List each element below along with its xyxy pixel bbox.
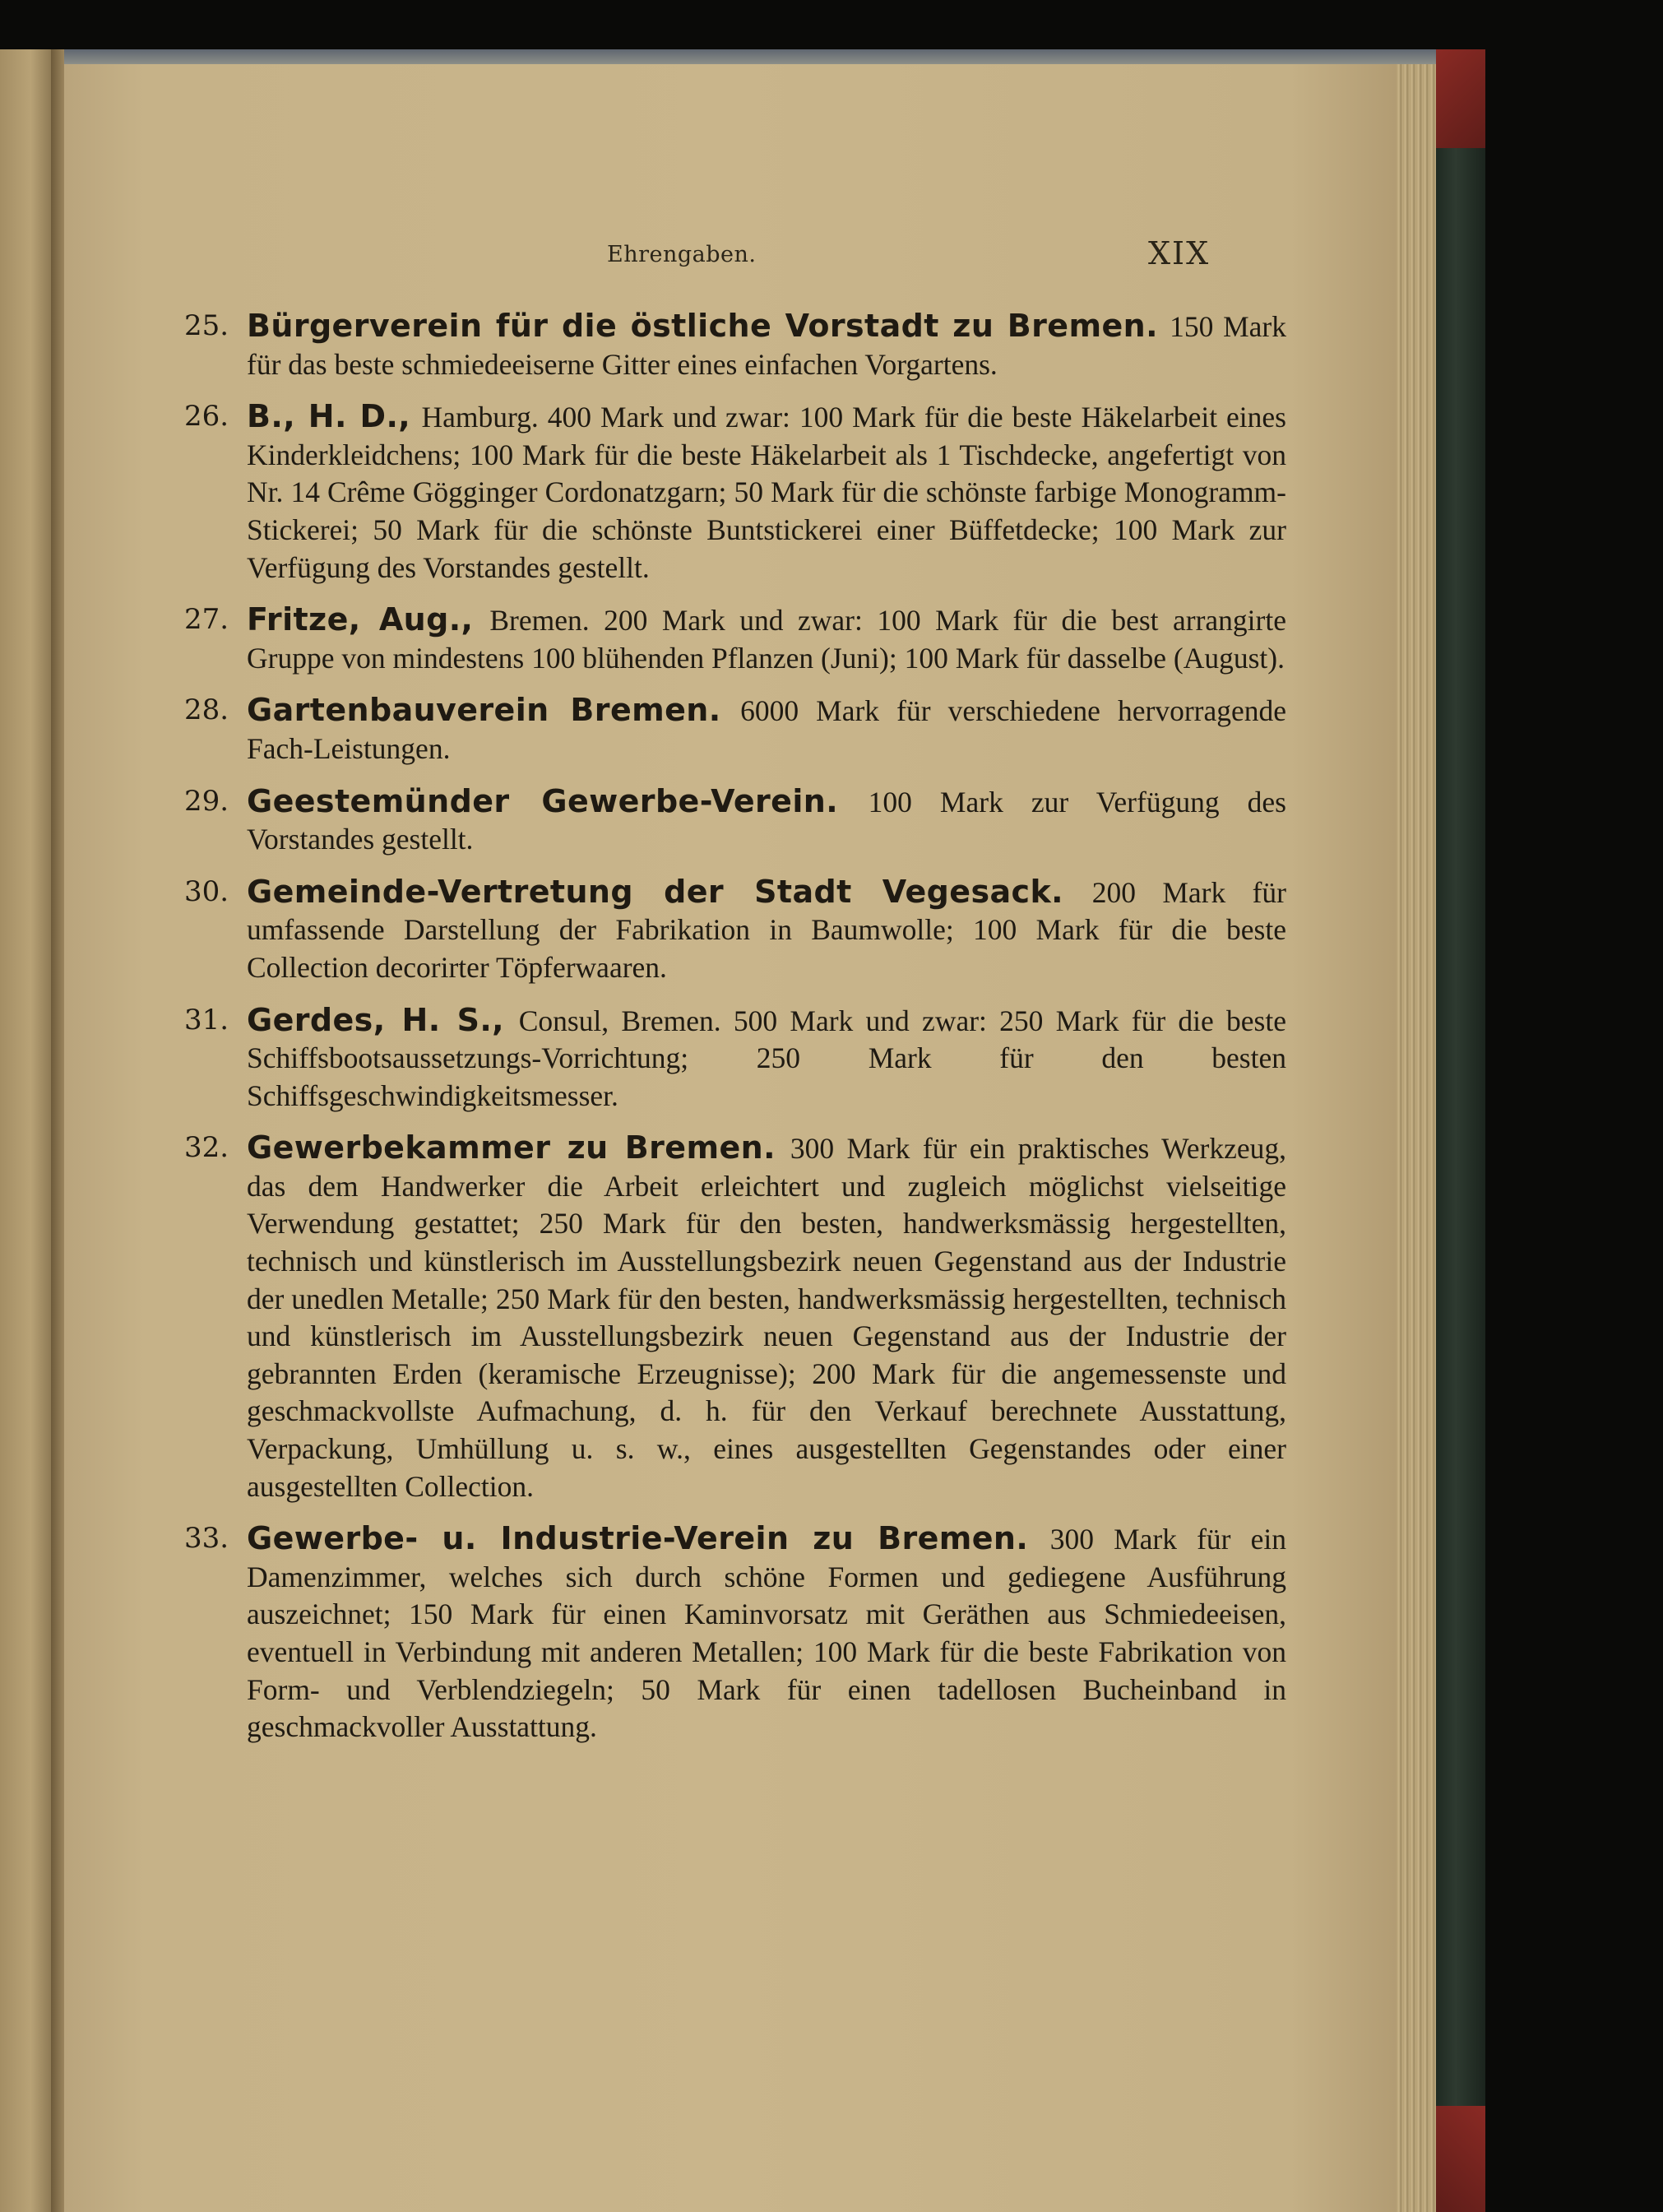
entry-text: Hamburg. 400 Mark und zwar: 100 Mark für die beste Häkelarbeit eines Kinderkleidchens; 100 Mark für die beste Häkelarbeit als 1 Tischdecke, angefertigt von Nr. 14 Crême Gögginger Cordonatzgarn; 50 Mark für die schönste farbige Monogramm-Stickerei; 50 Mark für die schönste Buntstickerei einer Büffetdecke; 100 Mark zur Verfügung des Vorstandes gestellt.: [247, 401, 1286, 584]
entry-text: 300 Mark für ein praktisches Werkzeug, das dem Handwerker die Arbeit erleichtert und zugleich möglichst vielseitige Verwendung gestattet; 250 Mark für den besten, handwerksmässig hergestellten, technisch und künstlerisch im Ausstellungsbezirk neuen Gegenstand aus der Industrie der unedlen Metalle; 250 Mark für den besten, handwerksmässig hergestellten, technisch und künstlerisch im Ausstellungsbezirk neuen Gegenstand aus der Industrie der gebrannten Erden (keramische Erzeugnisse); 200 Mark für die angemessenste und geschmackvollste Aufmachung, d. h. für den Verkauf berechnete Ausstattung, Verpackung, Umhüllung u. s. w., eines ausgestellten Gegenstandes oder einer ausgestellten Collection.: [247, 1132, 1286, 1503]
entry-number: 26.: [184, 400, 229, 434]
entry-text: 200 Mark für umfassende Darstellung der Fabrikation in Baumwolle; 100 Mark für die beste Collection decorirter Töpferwaaren.: [247, 875, 1286, 984]
entry-number: 30.: [184, 874, 229, 908]
book-page: [64, 64, 1397, 2212]
cover-corner-bottom: [1436, 2106, 1485, 2212]
running-head: [64, 235, 1397, 276]
entry-text: 6000 Mark für verschiedene hervorragende Fach-Leistungen.: [247, 694, 1286, 765]
entry-number: 32.: [184, 1131, 229, 1165]
entry-31: [184, 1002, 1286, 1115]
entry-heading: Fritze, Aug.,: [247, 601, 474, 638]
entry-list: [184, 308, 1286, 1761]
entry-number: 31.: [184, 1003, 229, 1036]
cover-corner-top: [1436, 49, 1485, 148]
entry-28: [184, 692, 1286, 767]
entry-number: 28.: [184, 693, 229, 727]
entry-heading: Gemeinde-Vertretung der Stadt Vegesack.: [247, 873, 1063, 910]
entry-heading: Bürgerverein für die östliche Vorstadt zu Bremen.: [247, 308, 1158, 344]
entry-32: [184, 1129, 1286, 1505]
entry-heading: Geestemünder Gewerbe-Verein.: [247, 782, 839, 819]
entry-heading: Gartenbauverein Bremen.: [247, 692, 721, 729]
book-top-edge: [0, 49, 1448, 64]
entry-29: [184, 783, 1286, 859]
entry-27: [184, 601, 1286, 677]
entry-26: [184, 398, 1286, 587]
entry-33: [184, 1520, 1286, 1746]
entry-number: 27.: [184, 603, 229, 637]
entry-text: 300 Mark für ein Damenzimmer, welches sich durch schöne Formen und gediegene Ausführung auszeichnet; 150 Mark für einen Kaminvorsatz mit Geräthen aus Schmiedeeisen, eventuell in Verbindung mit anderen Metallen; 100 Mark für die beste Fabrikation von Form- und Verblendziegeln; 50 Mark für einen tadellosen Bucheinband in geschmackvoller Ausstattung.: [247, 1523, 1286, 1744]
entry-number: 33.: [184, 1522, 229, 1556]
entry-heading: Gewerbekammer zu Bremen.: [247, 1129, 776, 1166]
entry-text: 100 Mark zur Verfügung des Vorstandes gestellt.: [247, 785, 1286, 856]
entry-number: 25.: [184, 309, 229, 342]
entry-heading: Gewerbe- u. Industrie-Verein zu Bremen.: [247, 1520, 1029, 1557]
running-title: Ehrengaben.: [607, 242, 757, 267]
book-cover: [1436, 49, 1485, 2212]
entry-text: Bremen. 200 Mark und zwar: 100 Mark für die best arrangirte Gruppe von mindestens 100 blühenden Pflanzen (Juni); 100 Mark für dasselbe (August).: [247, 604, 1286, 675]
entry-number: 29.: [184, 784, 229, 818]
book-gutter: [51, 49, 64, 2212]
page-block-edges: [1397, 64, 1436, 2212]
left-page-edge: [0, 49, 51, 2212]
page-number: XIX: [1148, 235, 1211, 271]
entry-25: [184, 308, 1286, 383]
entry-heading: B., H. D.,: [247, 398, 411, 435]
entry-text: 150 Mark für das beste schmiedeeiserne Gitter eines einfachen Vorgartens.: [247, 310, 1286, 381]
entry-text: Consul, Bremen. 500 Mark und zwar: 250 Mark für die beste Schiffsbootsaussetzungs-Vorrichtung; 250 Mark für den besten Schiffsgeschwindigkeitsmesser.: [247, 1004, 1286, 1112]
entry-heading: Gerdes, H. S.,: [247, 1001, 505, 1038]
entry-30: [184, 874, 1286, 987]
